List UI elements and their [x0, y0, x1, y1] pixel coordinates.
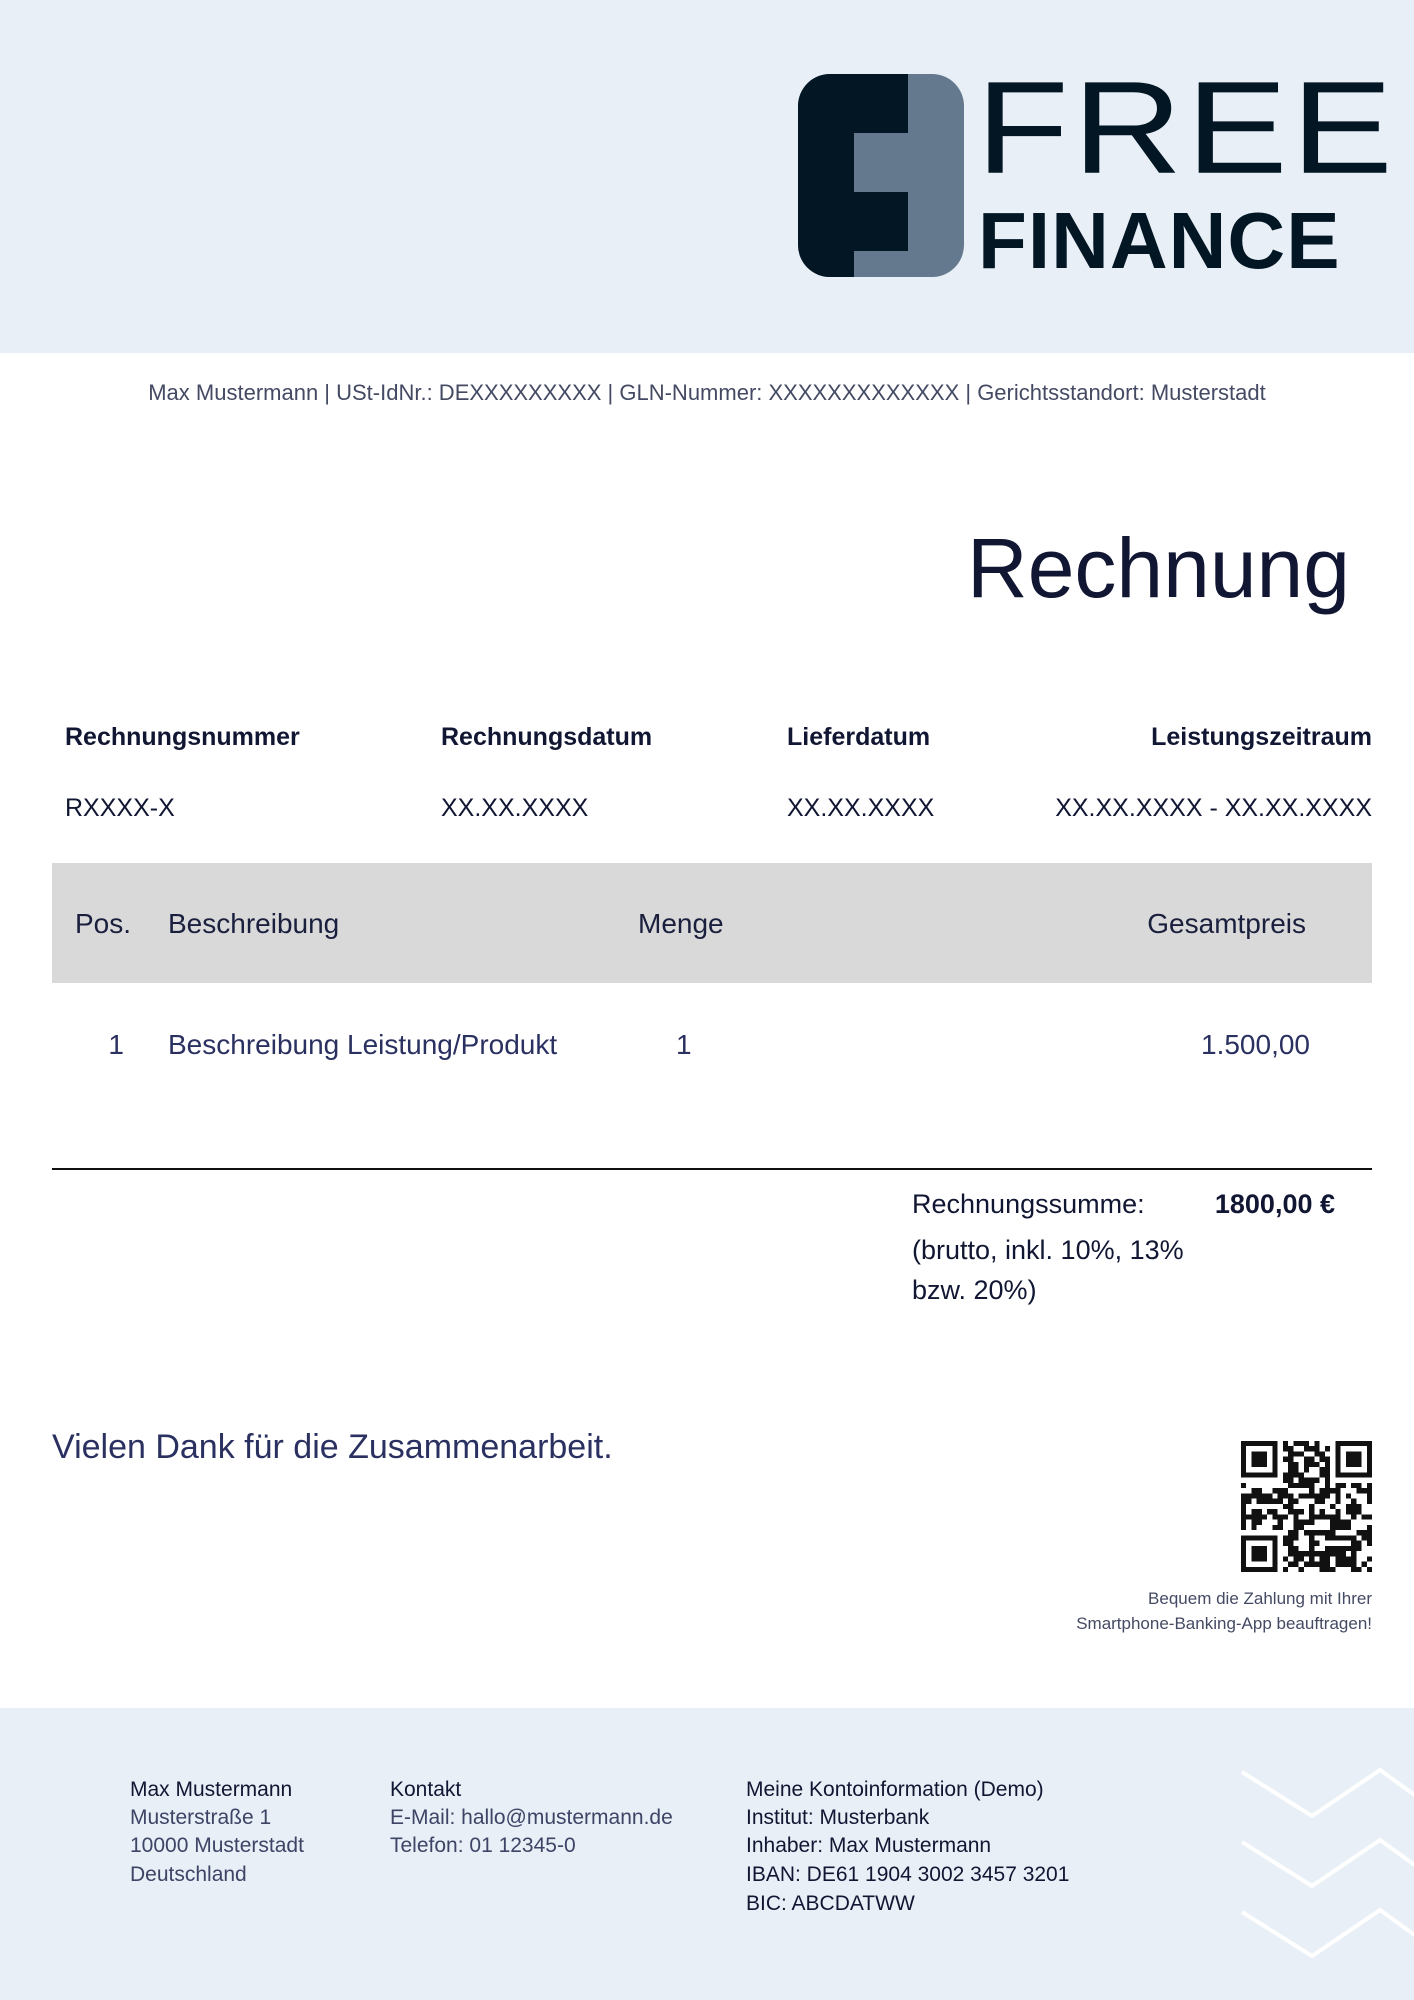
footer-email[interactable]: E-Mail: hallo@mustermann.de [390, 1806, 673, 1829]
footer-bank-bic: BIC: ABCDATWW [746, 1892, 915, 1915]
footer-city: 10000 Musterstadt [130, 1834, 304, 1857]
meta-value-invoice-number: RXXXX-X [65, 794, 175, 822]
footer-phone: Telefon: 01 12345-0 [390, 1834, 576, 1857]
meta-label-delivery-date: Lieferdatum [787, 723, 931, 751]
qr-code-icon [1241, 1441, 1372, 1572]
meta-value-delivery-date: XX.XX.XXXX [787, 794, 935, 822]
col-quantity: Menge [638, 908, 724, 939]
company-info-line: Max Mustermann | USt-IdNr.: DEXXXXXXXXX | GLN-Nummer: XXXXXXXXXXXXX | Gerichtsstandort: Musterstadt [148, 380, 1266, 405]
row-description: Beschreibung Leistung/Produkt [168, 1029, 558, 1060]
meta-label-invoice-date: Rechnungsdatum [441, 723, 653, 751]
qr-caption-line1: Bequem die Zahlung mit Ihrer [1148, 1589, 1372, 1608]
thanks-text: Vielen Dank für die Zusammenarbeit. [52, 1428, 613, 1466]
row-total: 1.500,00 [1201, 1029, 1310, 1060]
footer-country: Deutschland [130, 1863, 247, 1886]
meta-label-service-period: Leistungszeitraum [1151, 723, 1372, 751]
meta-value-service-period: XX.XX.XXXX - XX.XX.XXXX [1055, 794, 1372, 822]
footer-street: Musterstraße 1 [130, 1806, 272, 1829]
footer-bank-iban: IBAN: DE61 1904 3002 3457 3201 [746, 1863, 1070, 1886]
page-title: Rechnung [967, 521, 1350, 615]
logo-finance: FINANCE [978, 196, 1341, 285]
col-total: Gesamtpreis [1147, 908, 1306, 939]
row-pos: 1 [108, 1029, 124, 1060]
footer-name: Max Mustermann [130, 1778, 293, 1801]
col-pos: Pos. [75, 908, 132, 939]
row-quantity: 1 [676, 1029, 692, 1060]
logo-f-icon [798, 74, 964, 277]
chevron-decoration-icon [1240, 1760, 1414, 1960]
total-note-line1: (brutto, inkl. 10%, 13% [912, 1235, 1184, 1265]
logo-free: FREE [976, 53, 1397, 201]
divider [52, 1168, 1372, 1170]
total-note-line2: bzw. 20%) [912, 1275, 1037, 1305]
col-description: Beschreibung [168, 908, 340, 939]
meta-label-invoice-number: Rechnungsnummer [65, 723, 300, 751]
footer-bank-heading: Meine Kontoinformation (Demo) [746, 1778, 1044, 1801]
footer-contact-heading: Kontakt [390, 1778, 462, 1801]
qr-caption-line2: Smartphone-Banking-App beauftragen! [1076, 1614, 1372, 1633]
footer-bank-institute: Institut: Musterbank [746, 1806, 930, 1829]
total-label: Rechnungssumme: [912, 1189, 1145, 1219]
footer-bank-holder: Inhaber: Max Mustermann [746, 1834, 992, 1857]
total-amount: 1800,00 € [1214, 1189, 1335, 1219]
meta-value-invoice-date: XX.XX.XXXX [441, 794, 589, 822]
